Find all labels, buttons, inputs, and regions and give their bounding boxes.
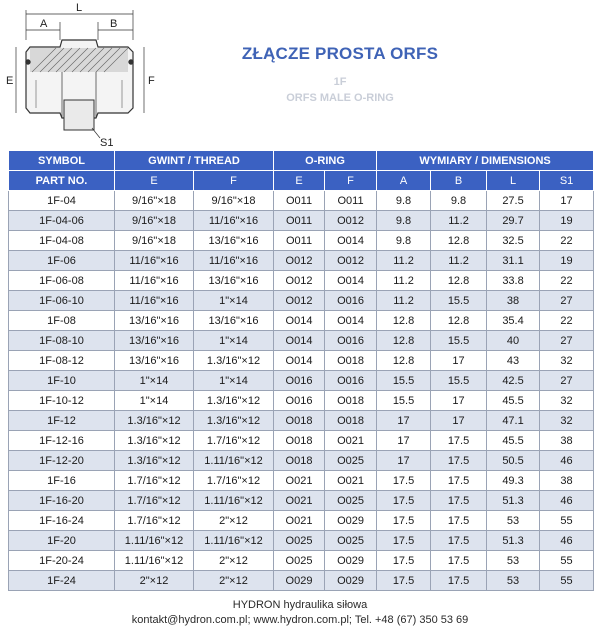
cell-oring-f: O025 — [325, 531, 377, 551]
cell-part-no: 1F-10 — [9, 371, 115, 391]
cell-dim-l: 38 — [487, 291, 540, 311]
cell-oring-f: O018 — [325, 411, 377, 431]
cell-dim-s1: 32 — [540, 391, 594, 411]
cell-part-no: 1F-06-08 — [9, 271, 115, 291]
cell-dim-s1: 55 — [540, 511, 594, 531]
cell-thread-f: 9/16"×18 — [194, 191, 274, 211]
cell-oring-e: O011 — [274, 191, 325, 211]
cell-oring-f: O025 — [325, 451, 377, 471]
dim-label-e: E — [6, 75, 14, 87]
fitting-drawing — [0, 0, 170, 150]
cell-part-no: 1F-04 — [9, 191, 115, 211]
cell-part-no: 1F-12-16 — [9, 431, 115, 451]
cell-dim-a: 9.8 — [377, 211, 431, 231]
cell-dim-a: 17.5 — [377, 491, 431, 511]
cell-dim-a: 12.8 — [377, 331, 431, 351]
cell-part-no: 1F-16 — [9, 471, 115, 491]
cell-thread-f: 1"×14 — [194, 371, 274, 391]
cell-oring-f: O014 — [325, 271, 377, 291]
cell-part-no: 1F-08-12 — [9, 351, 115, 371]
cell-dim-l: 32.5 — [487, 231, 540, 251]
cell-thread-e: 1.3/16"×12 — [115, 431, 194, 451]
header-part-no: PART NO. — [9, 171, 115, 191]
cell-dim-s1: 22 — [540, 311, 594, 331]
cell-part-no: 1F-06-10 — [9, 291, 115, 311]
product-subtitle: ORFS MALE O-RING — [286, 92, 394, 104]
cell-dim-s1: 27 — [540, 371, 594, 391]
cell-part-no: 1F-20 — [9, 531, 115, 551]
cell-dim-b: 15.5 — [431, 331, 487, 351]
cell-thread-e: 1"×14 — [115, 391, 194, 411]
cell-thread-e: 1.7/16"×12 — [115, 491, 194, 511]
cell-dim-a: 17 — [377, 451, 431, 471]
dim-label-s1: S1 — [100, 137, 114, 149]
cell-dim-l: 53 — [487, 551, 540, 571]
table-sub-header-row — [9, 171, 594, 191]
cell-part-no: 1F-12-20 — [9, 451, 115, 471]
cell-thread-f: 1"×14 — [194, 331, 274, 351]
cell-thread-e: 9/16"×18 — [115, 191, 194, 211]
cell-thread-f: 1.11/16"×12 — [194, 531, 274, 551]
cell-dim-s1: 32 — [540, 411, 594, 431]
cell-dim-l: 53 — [487, 571, 540, 591]
dim-label-a: A — [40, 18, 48, 30]
cell-dim-a: 11.2 — [377, 291, 431, 311]
cell-dim-l: 29.7 — [487, 211, 540, 231]
table-row — [9, 411, 594, 431]
table-row — [9, 271, 594, 291]
cell-dim-s1: 46 — [540, 531, 594, 551]
cell-thread-e: 1"×14 — [115, 371, 194, 391]
header-dim-s1: S1 — [540, 171, 594, 191]
cell-thread-f: 1.3/16"×12 — [194, 351, 274, 371]
header-thread: GWINT / THREAD — [115, 151, 274, 171]
cell-dim-b: 17.5 — [431, 491, 487, 511]
table-row — [9, 291, 594, 311]
cell-dim-s1: 38 — [540, 431, 594, 451]
footer-company: HYDRON hydraulika siłowa — [232, 599, 368, 611]
cell-thread-f: 2"×12 — [194, 551, 274, 571]
cell-oring-f: O016 — [325, 371, 377, 391]
cell-dim-a: 17.5 — [377, 571, 431, 591]
cell-thread-f: 1.3/16"×12 — [194, 411, 274, 431]
table-row — [9, 231, 594, 251]
cell-dim-a: 12.8 — [377, 311, 431, 331]
cell-oring-e: O014 — [274, 311, 325, 331]
cell-oring-e: O018 — [274, 431, 325, 451]
cell-part-no: 1F-08 — [9, 311, 115, 331]
header-dim-b: B — [431, 171, 487, 191]
cell-dim-s1: 46 — [540, 451, 594, 471]
cell-dim-s1: 17 — [540, 191, 594, 211]
cell-dim-a: 17.5 — [377, 531, 431, 551]
cell-dim-a: 17 — [377, 431, 431, 451]
cell-dim-s1: 46 — [540, 491, 594, 511]
cell-thread-e: 1.7/16"×12 — [115, 511, 194, 531]
cell-dim-l: 40 — [487, 331, 540, 351]
cell-dim-b: 17.5 — [431, 511, 487, 531]
cell-thread-f: 1.3/16"×12 — [194, 391, 274, 411]
table-row — [9, 531, 594, 551]
cell-dim-b: 17.5 — [431, 451, 487, 471]
cell-dim-s1: 55 — [540, 551, 594, 571]
table-row — [9, 351, 594, 371]
cell-dim-s1: 38 — [540, 471, 594, 491]
table-row — [9, 391, 594, 411]
cell-part-no: 1F-16-24 — [9, 511, 115, 531]
table-row — [9, 471, 594, 491]
cell-thread-e: 1.3/16"×12 — [115, 451, 194, 471]
cell-dim-a: 11.2 — [377, 271, 431, 291]
cell-oring-e: O014 — [274, 331, 325, 351]
cell-dim-l: 49.3 — [487, 471, 540, 491]
cell-dim-b: 12.8 — [431, 271, 487, 291]
cell-dim-l: 45.5 — [487, 391, 540, 411]
cell-thread-e: 1.7/16"×12 — [115, 471, 194, 491]
cell-oring-f: O021 — [325, 431, 377, 451]
cell-thread-e: 1.3/16"×12 — [115, 411, 194, 431]
cell-thread-e: 13/16"×16 — [115, 351, 194, 371]
cell-dim-l: 35.4 — [487, 311, 540, 331]
cell-dim-a: 9.8 — [377, 191, 431, 211]
header-dim-l: L — [487, 171, 540, 191]
cell-part-no: 1F-16-20 — [9, 491, 115, 511]
footer-contact: kontakt@hydron.com.pl; www.hydron.com.pl; Tel. +48 (67) 350 53 69 — [131, 614, 469, 626]
cell-dim-a: 12.8 — [377, 351, 431, 371]
cell-oring-f: O014 — [325, 231, 377, 251]
cell-dim-l: 50.5 — [487, 451, 540, 471]
cell-dim-b: 15.5 — [431, 371, 487, 391]
cell-thread-f: 11/16"×16 — [194, 251, 274, 271]
cell-thread-f: 2"×12 — [194, 511, 274, 531]
cell-oring-f: O012 — [325, 211, 377, 231]
cell-oring-f: O016 — [325, 331, 377, 351]
cell-oring-f: O018 — [325, 351, 377, 371]
cell-dim-l: 51.3 — [487, 491, 540, 511]
cell-dim-b: 17 — [431, 411, 487, 431]
cell-dim-a: 17.5 — [377, 551, 431, 571]
cell-dim-b: 11.2 — [431, 211, 487, 231]
cell-dim-b: 15.5 — [431, 291, 487, 311]
cell-oring-f: O029 — [325, 551, 377, 571]
cell-part-no: 1F-06 — [9, 251, 115, 271]
table-row — [9, 211, 594, 231]
cell-part-no: 1F-10-12 — [9, 391, 115, 411]
table-row — [9, 431, 594, 451]
cell-dim-l: 27.5 — [487, 191, 540, 211]
cell-oring-e: O011 — [274, 211, 325, 231]
header-symbol: SYMBOL — [9, 151, 115, 171]
cell-dim-a: 17 — [377, 411, 431, 431]
cell-thread-f: 13/16"×16 — [194, 311, 274, 331]
cell-thread-e: 2"×12 — [115, 571, 194, 591]
cell-dim-a: 11.2 — [377, 251, 431, 271]
cell-oring-e: O018 — [274, 451, 325, 471]
cell-oring-f: O016 — [325, 291, 377, 311]
cell-dim-a: 9.8 — [377, 231, 431, 251]
cell-dim-l: 51.3 — [487, 531, 540, 551]
cell-thread-f: 13/16"×16 — [194, 231, 274, 251]
header-thread-f: F — [194, 171, 274, 191]
cell-part-no: 1F-24 — [9, 571, 115, 591]
table-row — [9, 311, 594, 331]
cell-oring-e: O018 — [274, 411, 325, 431]
cell-dim-l: 31.1 — [487, 251, 540, 271]
cell-dim-b: 12.8 — [431, 311, 487, 331]
cell-dim-b: 17.5 — [431, 551, 487, 571]
cell-dim-l: 42.5 — [487, 371, 540, 391]
cell-thread-f: 1.7/16"×12 — [194, 471, 274, 491]
header-oring-e: E — [274, 171, 325, 191]
cell-dim-b: 17 — [431, 391, 487, 411]
table-body — [9, 191, 594, 591]
table-row — [9, 491, 594, 511]
cell-dim-l: 47.1 — [487, 411, 540, 431]
cell-dim-s1: 19 — [540, 251, 594, 271]
cell-thread-f: 1"×14 — [194, 291, 274, 311]
cell-dim-l: 53 — [487, 511, 540, 531]
cell-dim-a: 15.5 — [377, 371, 431, 391]
cell-oring-e: O012 — [274, 291, 325, 311]
cell-dim-l: 33.8 — [487, 271, 540, 291]
cell-thread-f: 2"×12 — [194, 571, 274, 591]
dim-label-f: F — [148, 75, 155, 87]
cell-oring-f: O029 — [325, 571, 377, 591]
cell-thread-e: 1.11/16"×12 — [115, 531, 194, 551]
cell-dim-b: 9.8 — [431, 191, 487, 211]
cell-part-no: 1F-04-08 — [9, 231, 115, 251]
table-row — [9, 371, 594, 391]
cell-thread-e: 1.11/16"×12 — [115, 551, 194, 571]
cell-oring-e: O016 — [274, 371, 325, 391]
cell-thread-e: 9/16"×18 — [115, 231, 194, 251]
spec-table — [8, 150, 594, 591]
cell-oring-e: O014 — [274, 351, 325, 371]
cell-oring-f: O025 — [325, 491, 377, 511]
cell-part-no: 1F-20-24 — [9, 551, 115, 571]
cell-dim-b: 11.2 — [431, 251, 487, 271]
cell-thread-e: 11/16"×16 — [115, 271, 194, 291]
cell-thread-e: 9/16"×18 — [115, 211, 194, 231]
dim-label-b: B — [110, 18, 118, 30]
cell-thread-e: 13/16"×16 — [115, 311, 194, 331]
header-dimensions: WYMIARY / DIMENSIONS — [377, 151, 594, 171]
cell-thread-f: 11/16"×16 — [194, 211, 274, 231]
cell-part-no: 1F-08-10 — [9, 331, 115, 351]
cell-dim-s1: 55 — [540, 571, 594, 591]
cell-thread-e: 11/16"×16 — [115, 251, 194, 271]
cell-oring-f: O011 — [325, 191, 377, 211]
table-row — [9, 331, 594, 351]
cell-dim-l: 45.5 — [487, 431, 540, 451]
cell-oring-e: O021 — [274, 491, 325, 511]
cell-oring-f: O018 — [325, 391, 377, 411]
cell-oring-e: O021 — [274, 471, 325, 491]
header-oring-f: F — [325, 171, 377, 191]
cell-dim-a: 17.5 — [377, 471, 431, 491]
cell-thread-e: 11/16"×16 — [115, 291, 194, 311]
header-oring: O-RING — [274, 151, 377, 171]
cell-oring-e: O025 — [274, 531, 325, 551]
cell-oring-e: O029 — [274, 571, 325, 591]
cell-oring-f: O012 — [325, 251, 377, 271]
table-row — [9, 191, 594, 211]
cell-dim-a: 15.5 — [377, 391, 431, 411]
cell-oring-e: O012 — [274, 271, 325, 291]
dim-label-l: L — [76, 2, 83, 14]
table-row — [9, 251, 594, 271]
cell-oring-e: O025 — [274, 551, 325, 571]
cell-dim-l: 43 — [487, 351, 540, 371]
cell-dim-s1: 22 — [540, 271, 594, 291]
cell-oring-e: O012 — [274, 251, 325, 271]
table-group-header-row — [9, 151, 594, 171]
cell-oring-e: O016 — [274, 391, 325, 411]
cell-dim-b: 17.5 — [431, 431, 487, 451]
cell-oring-f: O021 — [325, 471, 377, 491]
cell-oring-e: O021 — [274, 511, 325, 531]
cell-dim-s1: 32 — [540, 351, 594, 371]
table-row — [9, 451, 594, 471]
cell-dim-s1: 27 — [540, 331, 594, 351]
table-row — [9, 551, 594, 571]
header-thread-e: E — [115, 171, 194, 191]
header-dim-a: A — [377, 171, 431, 191]
cell-dim-b: 17.5 — [431, 571, 487, 591]
table-row — [9, 511, 594, 531]
cell-dim-s1: 19 — [540, 211, 594, 231]
cell-oring-f: O029 — [325, 511, 377, 531]
cell-oring-e: O011 — [274, 231, 325, 251]
cell-dim-b: 17 — [431, 351, 487, 371]
cell-part-no: 1F-12 — [9, 411, 115, 431]
cell-thread-f: 1.11/16"×12 — [194, 451, 274, 471]
cell-thread-f: 13/16"×16 — [194, 271, 274, 291]
page-title: ZŁĄCZE PROSTA ORFS — [241, 44, 439, 63]
cell-dim-a: 17.5 — [377, 511, 431, 531]
cell-dim-b: 17.5 — [431, 471, 487, 491]
cell-dim-b: 17.5 — [431, 531, 487, 551]
cell-oring-f: O014 — [325, 311, 377, 331]
cell-dim-s1: 27 — [540, 291, 594, 311]
cell-thread-f: 1.11/16"×12 — [194, 491, 274, 511]
cell-dim-b: 12.8 — [431, 231, 487, 251]
cell-dim-s1: 22 — [540, 231, 594, 251]
table-row — [9, 571, 594, 591]
cell-thread-f: 1.7/16"×12 — [194, 431, 274, 451]
cell-thread-e: 13/16"×16 — [115, 331, 194, 351]
cell-part-no: 1F-04-06 — [9, 211, 115, 231]
product-code: 1F — [333, 76, 347, 88]
